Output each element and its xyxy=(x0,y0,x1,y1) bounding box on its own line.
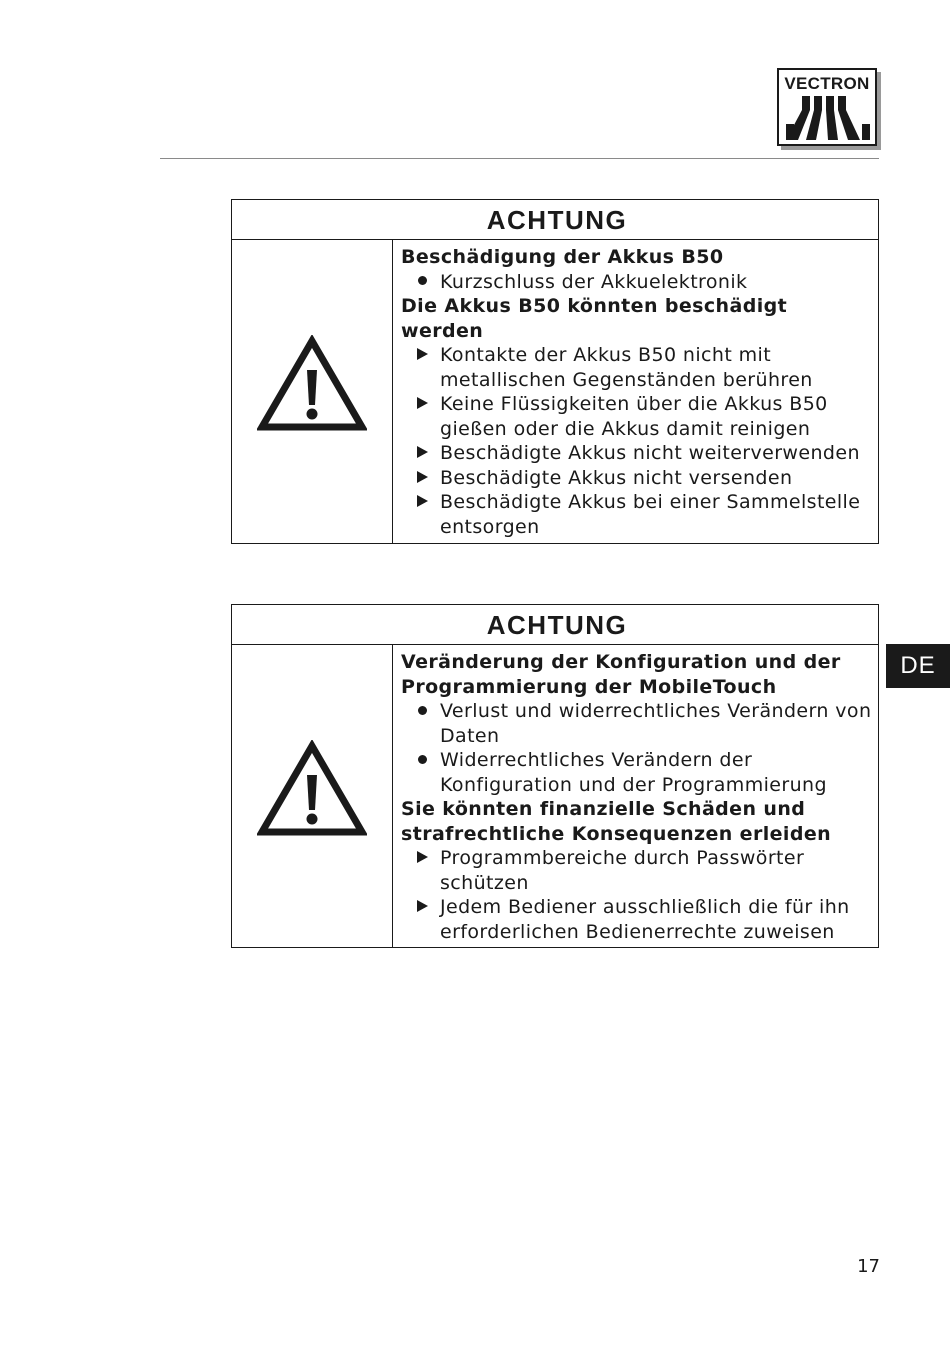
warning-triangle-icon xyxy=(257,740,367,838)
arrow-right-icon xyxy=(417,446,428,458)
consequence-heading: Die Akkus B50 könnten beschädigt werden xyxy=(401,295,788,342)
consequence-item: Verlust und widerrechtliches Verändern von Daten xyxy=(401,699,872,748)
arrow-right-icon xyxy=(417,471,428,483)
bullet-dot-icon xyxy=(418,706,427,715)
warning-triangle-icon xyxy=(257,335,367,433)
notice-title: ACHTUNG xyxy=(232,605,878,645)
notice-box-battery xyxy=(231,199,879,544)
notice-text xyxy=(401,650,872,944)
hazard-heading: Beschädigung der Akkus B50 xyxy=(401,246,724,268)
action-item: Keine Flüssigkeiten über die Akkus B50 gießen oder die Akkus damit reinigen xyxy=(401,392,872,441)
hazard-heading: Veränderung der Konfiguration und der Programmierung der MobileTouch xyxy=(401,651,841,698)
vectron-logo xyxy=(777,68,877,146)
action-item: Programmbereiche durch Passwörter schützen xyxy=(401,846,872,895)
arrow-right-icon xyxy=(417,348,428,360)
arrow-right-icon xyxy=(417,495,428,507)
logo-mark-icon xyxy=(784,96,872,140)
action-item: Beschädigte Akkus nicht versenden xyxy=(401,466,872,491)
header-divider xyxy=(160,158,879,159)
arrow-right-icon xyxy=(417,900,428,912)
consequence-item: Widerrechtliches Verändern der Konfiguration und der Programmierung xyxy=(401,748,872,797)
action-item: Kontakte der Akkus B50 nicht mit metallischen Gegenständen berühren xyxy=(401,343,872,392)
notice-title: ACHTUNG xyxy=(232,200,878,240)
consequence-heading: Sie könnten finanzielle Schäden und strafrechtliche Konsequenzen erleiden xyxy=(401,798,832,845)
language-tab: DE xyxy=(886,644,950,688)
arrow-right-icon xyxy=(417,397,428,409)
consequence-item: Kurzschluss der Akkuelektronik xyxy=(401,270,872,295)
action-item: Jedem Bediener ausschließlich die für ihn erforderlichen Bedienerrechte zuweisen xyxy=(401,895,872,944)
notice-icon-cell xyxy=(232,240,393,543)
notice-icon-cell xyxy=(232,645,393,947)
page-number: 17 xyxy=(857,1256,880,1277)
bullet-dot-icon xyxy=(418,755,427,764)
notice-box-configuration xyxy=(231,604,879,948)
notice-text xyxy=(401,245,872,539)
action-item: Beschädigte Akkus bei einer Sammelstelle entsorgen xyxy=(401,490,872,539)
logo-text: VECTRON xyxy=(784,74,870,93)
arrow-right-icon xyxy=(417,851,428,863)
action-item: Beschädigte Akkus nicht weiterverwenden xyxy=(401,441,872,466)
bullet-dot-icon xyxy=(418,276,427,285)
